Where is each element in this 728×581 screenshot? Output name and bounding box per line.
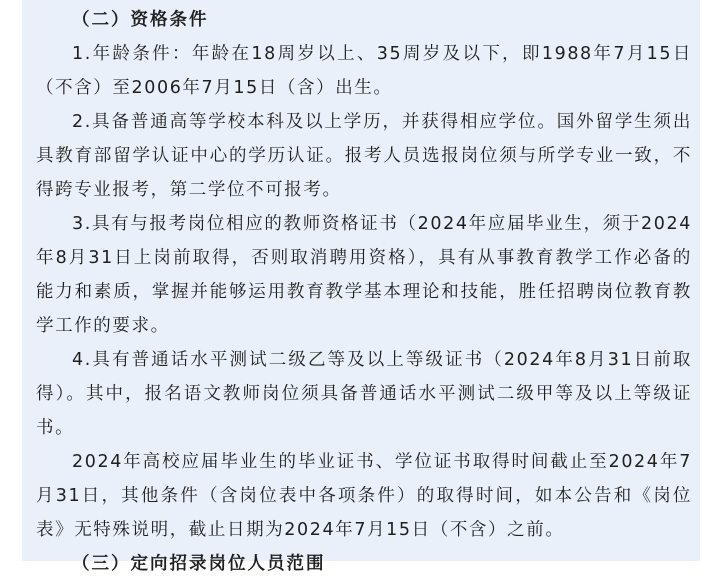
paragraph-age-condition: 1.年龄条件：年龄在18周岁以上、35周岁及以下，即1988年7月15日（不含）至2006年7月15日（含）出生。: [36, 44, 692, 98]
paragraph-deadline-note: 2024年高校应届毕业生的毕业证书、学位证书取得时间截止至2024年7月31日，其他条件（含岗位表中各项条件）的取得时间，如本公告和《岗位表》无特殊说明，截止日期为2024年7月15日（不含）之前。: [36, 452, 692, 540]
paragraph-teacher-certificate: 3.具有与报考岗位相应的教师资格证书（2024年应届毕业生，须于2024年8月31日上岗前取得，否则取消聘用资格），具有从事教育教学工作必备的能力和素质，掌握并能够运用教育教学基本理论和技能，胜任招聘岗位教育教学工作的要求。: [36, 214, 692, 336]
next-section-heading: （三）定向招录岗位人员范围: [72, 554, 326, 574]
paragraph-mandarin-certificate: 4.具有普通话水平测试二级乙等及以上等级证书（2024年8月31日前取得）。其中，报名语文教师岗位须具备普通话水平测试二级甲等及以上等级证书。: [36, 350, 692, 438]
document-page: [22, 0, 700, 574]
document-body: [36, 3, 692, 581]
section-heading: （二）资格条件: [72, 10, 209, 30]
paragraph-education-condition: 2.具备普通高等学校本科及以上学历，并获得相应学位。国外留学生须出具教育部留学认证中心的学历认证。报考人员选报岗位须与所学专业一致，不得跨专业报考，第二学位不可报考。: [36, 112, 692, 200]
